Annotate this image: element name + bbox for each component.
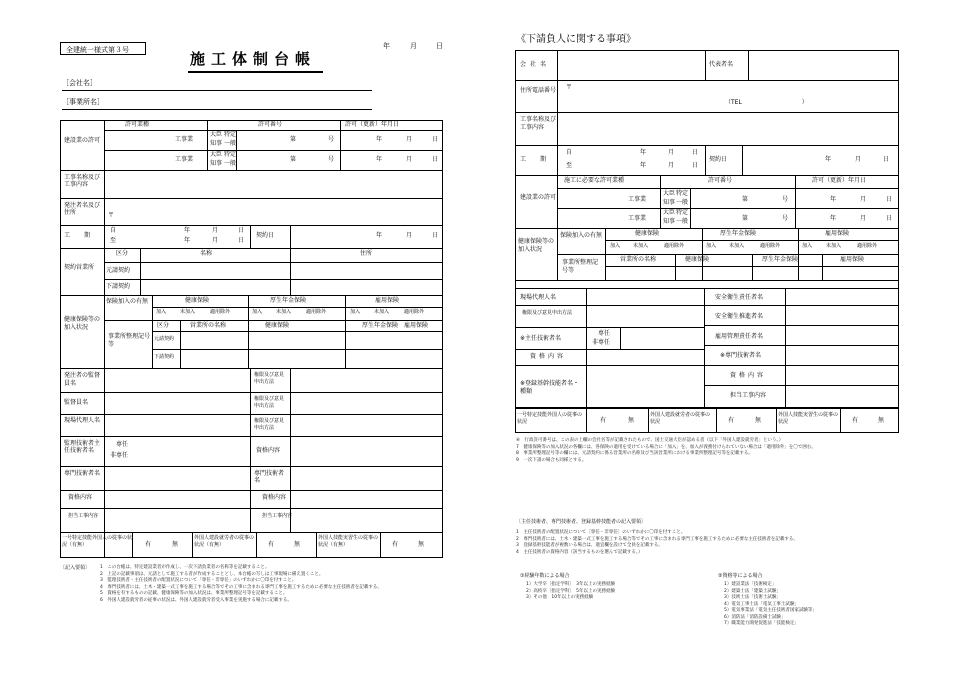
health-opt-kanyu[interactable]: 加入	[156, 309, 167, 315]
period-from-nen: 年	[184, 227, 191, 234]
sub-notes2	[516, 530, 898, 556]
license-row2-nen: 年	[376, 156, 383, 163]
on-site-rep-label: 現場代理人名	[64, 417, 101, 424]
sub-cd-nen: 年	[825, 156, 832, 163]
subcontractor-heading: 《下請負人に関する事項》	[516, 34, 636, 45]
contract-date-nen: 年	[376, 232, 383, 239]
sub-safety-promoter-label: 安全衛生推進者名	[715, 313, 764, 320]
sub-lic1-dai: 第	[742, 196, 749, 203]
sub-lic-list	[724, 582, 899, 628]
sub-pf-nen: 年	[640, 149, 647, 156]
insurance-kubun-header: 区分	[157, 322, 170, 329]
sub-notes	[516, 438, 898, 464]
sub-company-label: 会社名	[520, 61, 551, 68]
sub-lic2-ippan: 一般	[676, 218, 689, 225]
license-row1-dai: 第	[290, 136, 297, 143]
notes-list	[100, 565, 440, 604]
period-from-tsuki: 月	[212, 227, 219, 234]
license-row1-daijin: 大臣	[210, 131, 223, 138]
insurance-health-sub: 健康保険	[265, 322, 290, 329]
contract-kubun-header: 区分	[116, 250, 129, 257]
employ-opt-tekiyo[interactable]: 適用除外	[404, 309, 425, 315]
sub-lic1-hi: 日	[886, 196, 893, 203]
foreign3-ari[interactable]: 有	[392, 541, 399, 548]
sub-lic1-tsuki: 月	[860, 196, 867, 203]
sub-exp-1: 1）大学卒〔指定学科〕 3年以上の実務経験	[526, 582, 615, 587]
sub-chief-senmu[interactable]: 専任	[598, 330, 611, 337]
insurance-pension-sub: 厚生年金保険	[362, 322, 399, 329]
pension-opt-tekiyo[interactable]: 適用除外	[306, 309, 327, 315]
project-name-label: 工事名称及び工事内容	[64, 174, 101, 188]
license-type-header: 許可業種	[125, 121, 150, 128]
authority-label-3: 権限及び意見申出方法	[254, 418, 285, 431]
contract-date-label: 契約日	[256, 232, 275, 239]
sub-insurance-label: 健康保険等の加入状況	[518, 238, 555, 253]
period-from: 自	[110, 227, 117, 234]
sub-lic1-daijin: 大臣	[663, 190, 676, 197]
sub-safety-manager-label: 安全衛生責任者名	[715, 294, 764, 301]
license-row2-tsuki: 月	[406, 156, 413, 163]
note-4: 4 専門技術者には、土木・建築一式工事を施工する場合等でその工事に含まれる専門工事を施工するために必要な主任技術者を記載する。	[100, 584, 382, 590]
sub-health-tekiyo[interactable]: 適用除外	[664, 243, 685, 249]
sub-note2-2: 2 専門技術者には、土木・建築一式工事を施工する場合等でその工事に含まれる専門工事を施工するために必要な主任技術者を記載する。	[516, 536, 798, 542]
sub-exp-list	[526, 582, 706, 602]
sub-ins-pension: 厚生年金保険	[720, 230, 757, 237]
employ-opt-mikanyu[interactable]: 未加入	[374, 309, 390, 315]
sub-license-h1: 施工に必要な許可業種	[564, 177, 625, 184]
license-row1-tokutei: 特定	[224, 131, 237, 138]
sub-employment-manager-label: 雇用管理責任者名	[715, 333, 764, 340]
specialist-label: 専門技術者名	[64, 470, 101, 477]
supervisor-label: 監督員名	[64, 399, 89, 406]
note-2: 2 上記の記載事項は、元請として施工する者が作成することとし、本台帳の写しは工事現場に備え置くこと。	[100, 571, 324, 577]
sub-lic1-chiji: 知事	[663, 199, 676, 206]
sub-exp-2: 2）高校卒〔指定学科〕 5年以上の実務経験	[526, 588, 615, 594]
sub-pt-nen: 年	[640, 162, 647, 169]
sub-lic-4: 4）電気工事士法「電気工事士試験」	[724, 601, 799, 607]
sub-lic-2: 2）建築士法「建築士試験」	[724, 588, 781, 594]
foreign1-ari[interactable]: 有	[145, 541, 152, 548]
sub-license-h2: 許可番号	[708, 177, 733, 184]
form-tag-text: 全建統一様式第３号	[66, 46, 129, 54]
note-5: 5 資格を有するものの記載、健康保険等の加入状況は、事業所整理記号等を記載すること。	[100, 591, 288, 596]
license-row1-ippan: 一般	[224, 140, 237, 147]
sub-on-site-rep-label: 現場代理人名	[520, 294, 557, 301]
license-row2-chiji: 知事	[210, 160, 223, 167]
sub-lic1-nen: 年	[830, 196, 837, 203]
sub-tel: （TEL ）	[725, 99, 808, 106]
license-row2-daijin: 大臣	[210, 151, 223, 158]
sub-in-charge-label: 担当工事内容	[730, 392, 767, 399]
sub-ins-eigyo: 営業所の名称	[620, 256, 657, 263]
sub-ins-pension-sub: 厚生年金保険	[762, 256, 799, 263]
insurance-office-header: 事業所整理記号等	[108, 333, 151, 348]
in-charge-1: 担当工事内容	[68, 513, 99, 519]
sub-foreign1-nashi[interactable]: 無	[628, 417, 635, 424]
foreign2-ari[interactable]: 有	[268, 541, 275, 548]
sub-pension-tekiyo[interactable]: 適用除外	[760, 243, 781, 249]
sub-pt-tsuki: 月	[668, 162, 675, 169]
sub-note2-3: 3 登録基幹技能者が複数いる場合は、適宜欄を設けて全員を記載する。	[516, 543, 663, 548]
date-month: 月	[410, 42, 417, 50]
license-row2-ippan: 一般	[224, 160, 237, 167]
in-charge-2: 担当工事内容	[262, 513, 293, 519]
license-row2-kind: 工事業	[175, 156, 194, 163]
insurance-status-header: 保険加入の有無	[106, 298, 149, 305]
foreign-construction-label: 外国人建設就労者の従事の状況（有無）	[194, 535, 255, 548]
sub-note2-4: 4 主任技術者の資格内容（該当するものを選んで記載する。）	[516, 549, 643, 555]
sub-lic1-tokutei: 特定	[676, 190, 689, 197]
sub-note2-1: 1 主任技術者の配置状況について〔専任・非専任〕のいずれかに〇印を付すこと。	[516, 530, 686, 535]
sub-pt-hi: 日	[692, 162, 699, 169]
sub-address-label: 住所電話番号	[520, 87, 557, 94]
license-row1-hi: 日	[432, 136, 439, 143]
sub-postal: 〒	[566, 84, 573, 91]
authority-label-1: 権限及び意見申出方法	[254, 372, 285, 385]
sub-note-4: 9 一次下請の場合も同様とする。	[516, 457, 587, 463]
sub-lic2-hi: 日	[886, 215, 893, 222]
sub-notes2-label: 〔主任技術者、専門技術者、登録基幹技能者の記入要領〕	[516, 519, 647, 525]
sub-lic1-ippan: 一般	[676, 199, 689, 206]
insurance-row1-label: 元請契約	[154, 336, 175, 342]
sub-lic1-go: 号	[782, 196, 789, 203]
period-to-tsuki: 月	[212, 237, 219, 244]
sub-ins-status: 保険加入の有無	[560, 232, 603, 239]
authority-label-2: 権限及び意見申出方法	[254, 396, 285, 409]
sub-foreign3-label: 外国人技能実習生の従事の状況	[778, 412, 839, 425]
pension-opt-mikanyu[interactable]: 未加入	[276, 309, 292, 315]
sub-lic2-kind: 工事業	[628, 215, 647, 222]
office-line[interactable]	[62, 109, 372, 110]
sub-exp-label: ①経験年数による場合	[520, 573, 570, 579]
license-row2-tokutei: 特定	[224, 151, 237, 158]
sub-employ-tekiyo[interactable]: 適用除外	[857, 243, 878, 249]
sub-lic-7: 7）職業能力開発促進法「技能検定」	[724, 621, 799, 626]
chief-engineer-label: 監理技術者主任技術者名	[64, 440, 101, 454]
insurance-employ-sub: 雇用保険	[404, 322, 429, 329]
spec-qualification-1: 資格内容	[68, 494, 93, 501]
foreign1-nashi[interactable]: 無	[172, 541, 179, 548]
notes-label: 〔記入要領〕	[60, 565, 91, 571]
sub-lic2-dai: 第	[742, 215, 749, 222]
insurance-row2-label: 下請契約	[154, 354, 175, 360]
sub-note-3: 8 事業所整理記号等の欄には、元請契約に係る営業所の名称及び当該営業所における事業所整理記号等を記載する。	[516, 451, 753, 456]
sub-lic2-go: 号	[782, 215, 789, 222]
contract-date-tsuki: 月	[406, 232, 413, 239]
company-label: ［会社名］	[62, 79, 97, 87]
sub-foreign2-ari[interactable]: 有	[728, 417, 735, 424]
sub-foreign3-ari[interactable]: 有	[852, 417, 859, 424]
sub-lic-6: 6）消防法「消防設備士試験」	[724, 614, 786, 620]
sub-pf-hi: 日	[692, 149, 699, 156]
sub-pension-kanyu[interactable]: 加入	[706, 243, 717, 249]
insurance-pension-header: 厚生年金保険	[270, 297, 307, 304]
date-year: 年	[383, 42, 390, 50]
contract-name-header: 名称	[200, 250, 213, 257]
license-row1-tsuki: 月	[406, 136, 413, 143]
form-tag	[60, 42, 146, 55]
chief-hisenmu[interactable]: 非専任	[110, 452, 129, 459]
period-label: 工期	[64, 232, 105, 239]
sub-authority-label: 権限及び意見申出方法	[522, 310, 573, 316]
chief-qualification-label: 資格内容	[256, 447, 281, 454]
sub-work-name-label: 工事名称及び工事内容	[520, 116, 557, 131]
sub-cd-tsuki: 月	[855, 156, 862, 163]
sub-lic-3: 3）技術士法「技術士試験」	[724, 595, 781, 600]
contract-address-header: 住所	[360, 250, 373, 257]
sub-period-from: 自	[566, 149, 573, 156]
sub-lic2-tokutei: 特定	[676, 209, 689, 216]
health-opt-mikanyu[interactable]: 未加入	[180, 309, 196, 315]
sub-contract-date-label: 契約日	[709, 156, 728, 163]
sub-cd-hi: 日	[883, 156, 890, 163]
client-postal: 〒	[108, 212, 115, 219]
note-1: 1 この台帳は、特定建設業者が作成し、一次下請負業者の名称等を記載すること。	[100, 565, 270, 570]
license-row1-chiji: 知事	[210, 140, 223, 147]
sub-specialist-label: ※専門技術者名	[720, 352, 762, 359]
license-renewal-header: 許可（更新）年月日	[345, 121, 400, 128]
period-to-nen: 年	[184, 237, 191, 244]
license-row1-nen: 年	[376, 136, 383, 143]
company-line[interactable]	[62, 90, 372, 91]
client-name-label: 発注者名及び住所	[64, 202, 101, 216]
sub-license-h3: 許可（更新）年月日	[812, 177, 867, 184]
sub-qualification-label: 資格内容	[530, 353, 567, 360]
supervisor-client-label: 発注者の監督員名	[64, 372, 101, 387]
sub-ins-employ-sub: 雇用保険	[840, 256, 865, 263]
spec-qualification-2: 資格内容	[262, 494, 287, 501]
sub-chief-label: ※主任技術者名	[520, 335, 562, 342]
license-row2-dai: 第	[290, 156, 297, 163]
employ-opt-kanyu[interactable]: 加入	[350, 309, 361, 315]
page-title: 施工体制台帳	[190, 50, 317, 68]
sub-license-label: 建設業の許可	[520, 194, 557, 201]
license-row1-go: 号	[328, 136, 335, 143]
foreign2-nashi[interactable]: 無	[294, 541, 301, 548]
contract-row1-label: 元請契約	[106, 267, 131, 274]
sub-ins-employ: 雇用保険	[825, 230, 850, 237]
license-row1-kind: 工事業	[175, 136, 194, 143]
sub-period-to: 至	[566, 162, 573, 169]
office-label: ［事業所名］	[62, 98, 104, 106]
sub-registered-core-label: ※登録基幹技能者名・種類	[520, 380, 580, 395]
sub-lic-1: 1）建設業法「技術検定」	[724, 582, 777, 587]
sub-foreign1-ari[interactable]: 有	[600, 417, 607, 424]
contract-date-hi: 日	[432, 232, 439, 239]
sub-lic2-daijin: 大臣	[663, 209, 676, 216]
sub-pf-tsuki: 月	[668, 149, 675, 156]
sub-foreign3-nashi[interactable]: 無	[878, 417, 885, 424]
foreign3-nashi[interactable]: 無	[418, 541, 425, 548]
sub-ins-health-sub: 健康保険	[685, 256, 710, 263]
sub-pension-mikanyu[interactable]: 未加入	[729, 243, 745, 249]
chief-senmu[interactable]: 専任	[116, 441, 129, 448]
sub-foreign2-nashi[interactable]: 無	[755, 417, 762, 424]
sub-exp-3: 3）その他 10年以上の実務経験	[526, 595, 594, 600]
sub-lic-label: ②資格等による場合	[718, 573, 763, 579]
contract-row2-label: 下請契約	[106, 283, 131, 290]
license-row2-go: 号	[328, 156, 335, 163]
period-from-hi: 日	[238, 227, 245, 234]
foreign-specified-label: 一号特定技能外国人の従事の状況（有無）	[62, 535, 133, 548]
sub-lic1-kind: 工事業	[628, 196, 647, 203]
sub-employ-mikanyu[interactable]: 未加入	[826, 243, 842, 249]
insurance-label: 健康保険等の加入状況	[64, 316, 101, 331]
period-to-hi: 日	[238, 237, 245, 244]
sub-lic-5: 5）電気事業法「電気主任技術者国家試験等」	[724, 608, 817, 613]
right-page	[480, 0, 960, 677]
sub-representative-label: 代表者名	[709, 61, 734, 68]
sub-lic2-tsuki: 月	[860, 215, 867, 222]
contract-office-label: 契約営業所	[64, 264, 95, 271]
sub-chief-hisenmu[interactable]: 非専任	[592, 339, 611, 346]
sub-lic2-nen: 年	[830, 215, 837, 222]
sub-foreign2-label: 外国人建設就労者の従事の状況	[650, 412, 711, 425]
sub-spec-qualification: 資格内容	[730, 372, 767, 379]
note-6: 6 外国人建設就労者の従事の状況は、外国人建設就労者受入事業を実施する場合に記載する。	[100, 597, 292, 603]
sub-note-1: ⑥ 行政許可番号は、この表の上欄の会社名等が記載されたもので、国土交通大臣が認める者（以下「外国人建設就労者」という。）	[516, 438, 784, 443]
insurance-employ-header: 雇用保険	[375, 297, 400, 304]
sub-ins-office: 事業所整理記号等	[562, 259, 599, 274]
period-to: 至	[110, 237, 117, 244]
foreign-trainee-label: 外国人技能実習生の従事の状況（有無）	[318, 535, 379, 548]
license-label: 建設業の許可	[64, 137, 101, 144]
license-number-header: 許可番号	[258, 121, 283, 128]
title-underline	[188, 71, 323, 73]
sub-employ-kanyu[interactable]: 加入	[802, 243, 813, 249]
license-row2-hi: 日	[432, 156, 439, 163]
insurance-eigyo-header: 営業所の名称	[190, 322, 227, 329]
date-day: 日	[436, 42, 443, 50]
note-3: 3 監理技術者・主任技術者の配置状況について「専任・非専任」のいずれかに〇印を付すこと。	[100, 578, 297, 583]
insurance-health-header: 健康保険	[185, 297, 210, 304]
sub-foreign1-label: 一号特定技能外国人の従事の状況	[517, 412, 583, 425]
sub-lic2-chiji: 知事	[663, 218, 676, 225]
sub-note-2: 7 健康保険等の加入状況の各欄には、各保険の適用を受けている場合に「加入」を、加入が義務付けられていない場合は「適用除外」を〇で囲む。	[516, 444, 816, 450]
sub-health-kanyu[interactable]: 加入	[610, 243, 621, 249]
specialist-label-2: 専門技術者名	[254, 470, 285, 484]
pension-opt-kanyu[interactable]: 加入	[252, 309, 263, 315]
sub-period-label: 工期	[520, 156, 561, 163]
sub-health-mikanyu[interactable]: 未加入	[633, 243, 649, 249]
health-opt-tekiyo[interactable]: 適用除外	[210, 309, 231, 315]
sub-ins-health: 健康保険	[635, 230, 660, 237]
